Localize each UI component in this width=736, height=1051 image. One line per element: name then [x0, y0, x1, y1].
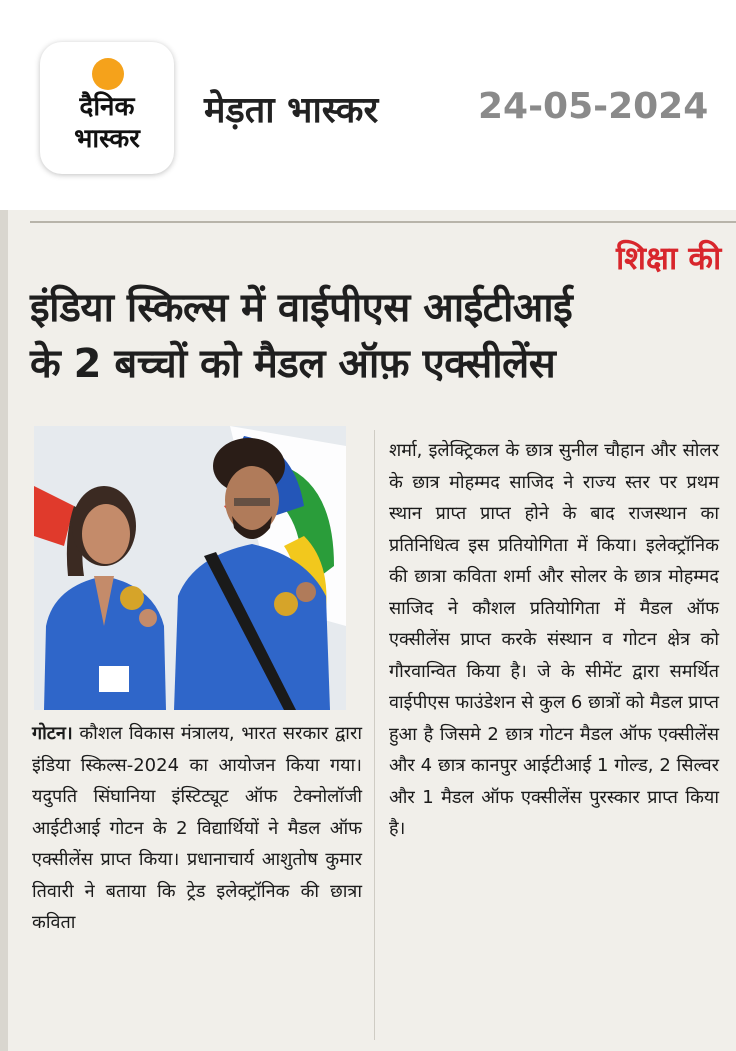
edition-date: 24-05-2024	[478, 86, 709, 127]
article-headline	[30, 280, 730, 392]
article-body-left	[32, 718, 362, 939]
article-photo	[34, 426, 346, 710]
sun-icon	[92, 58, 124, 90]
body-text-left: कौशल विकास मंत्रालय, भारत सरकार द्वारा इंडिया स्किल्स-2024 का आयोजन किया गया। यदुपति सिंघानिया इंस्टिट्यूट ऑफ टेक्नोलॉजी आईटीआई गोटन के 2 विद्यार्थियों ने मैडल ऑफ एक्सीलेंस प्राप्त किया। प्रधानाचार्य आशुतोष कुमार तिवारी ने बताया कि ट्रेड इलेक्ट्रॉनिक की छात्रा कविता	[32, 723, 362, 933]
edition-title: मेड़ता भास्कर	[204, 90, 379, 131]
article-body-right	[389, 435, 719, 845]
column-divider	[374, 430, 375, 1040]
section-tag: शिक्षा की	[616, 239, 722, 277]
app-header	[0, 0, 736, 205]
logo-text-line2: भास्कर	[74, 124, 140, 154]
students-with-medals-photo	[34, 426, 346, 710]
logo-text-line1: दैनिक	[79, 92, 135, 122]
dainik-bhaskar-logo[interactable]	[40, 42, 174, 174]
body-text-right: शर्मा, इलेक्ट्रिकल के छात्र सुनील चौहान और सोलर के छात्र मोहम्मद साजिद ने राज्य स्तर पर प्रथम स्थान प्राप्त प्राप्त होने के बाद राजस्थान का प्रतिनिधित्व इस प्रतियोगिता में किया। इलेक्ट्रॉनिक की छात्रा कविता शर्मा और सोलर के छात्र मोहम्मद साजिद ने कौशल प्रतियोगिता में मैडल ऑफ एक्सीलेंस प्राप्त करके संस्थान व गोटन क्षेत्र को गौरवान्वित किया है। जे के सीमेंट द्वारा समर्थित वाईपीएस फाउंडेशन से कुल 6 छात्रों को मैडल प्राप्त हुआ है जिसमे 2 छात्र गोटन मैडल ऑफ एक्सीलेंस और 4 छात्र कानपुर आईटीआई 1 गोल्ड, 2 सिल्वर और 1 मैडल ऑफ एक्सीलेंस पुरस्कार प्राप्त किया है।	[389, 440, 719, 839]
headline-line-1: इंडिया स्किल्स में वाईपीएस आईटीआई	[30, 285, 573, 331]
top-rule	[30, 221, 736, 223]
clipping-edge	[0, 210, 8, 1051]
article-dateline: गोटन।	[32, 723, 73, 744]
headline-line-2: के 2 बच्चों को मैडल ऑफ़ एक्सीलेंस	[30, 341, 556, 387]
